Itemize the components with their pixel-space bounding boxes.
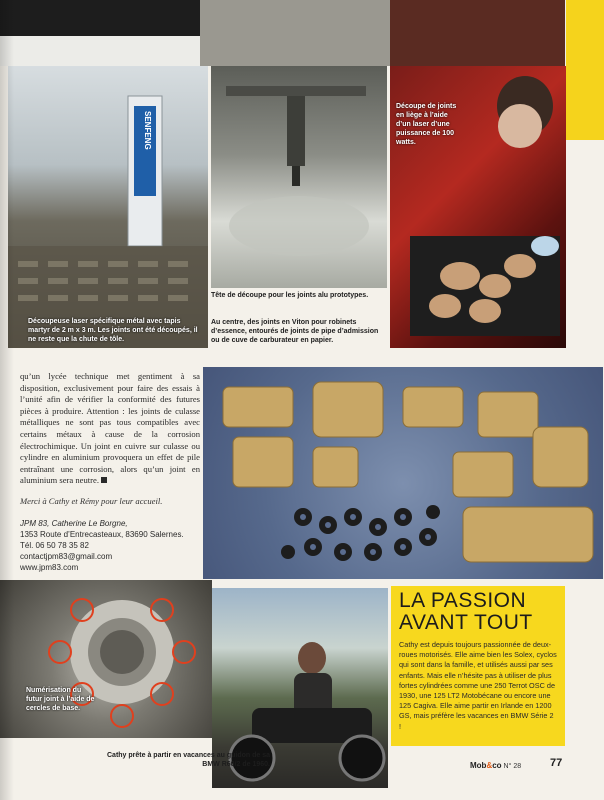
thanks-line: Merci à Cathy et Rémy pour leur accueil. <box>20 496 163 506</box>
machine-brand-label: SENFENG <box>143 111 152 150</box>
page-number: 77 <box>550 757 563 769</box>
contact-email: contactjpm83@gmail.com <box>20 552 113 561</box>
magazine-name-part-1: Mob <box>470 761 487 770</box>
cork-laser-caption: Découpe de joints en liège à l’aide d’un laser d’une puissance de 100 watts. <box>396 103 457 146</box>
page-footer <box>470 761 521 770</box>
issue-number: N° 28 <box>503 763 522 770</box>
top-photo-right <box>390 0 565 66</box>
laser-caption: Découpeuse laser spécifique métal avec tapis martyr de 2 m x 3 m. Les joints ont été découpés, il ne reste que la chute de tôle. <box>28 318 198 343</box>
cutter-caption-2: Au centre, des joints en Viton pour robinets d’essence, entourés de joints de pipe d’admission ou de cuve de carburateur en papier. <box>211 319 379 344</box>
digitisation-illustration <box>0 580 212 738</box>
digitisation-caption: Numérisation du futur joint à l’aide de cercles de base. <box>26 687 95 712</box>
cork-laser-photo <box>390 66 566 348</box>
contact-name: JPM 83, Catherine Le Borgne, <box>20 519 128 528</box>
contact-phone: Tél. 06 50 78 35 82 <box>20 541 89 550</box>
gaskets-photo <box>203 367 603 579</box>
gaskets-illustration <box>203 367 603 579</box>
article-body <box>20 371 200 487</box>
laser-cutter-illustration <box>8 66 208 348</box>
laser-cutter-photo <box>8 66 208 348</box>
passion-sidebar <box>391 586 565 746</box>
passion-text: Cathy est depuis toujours passionnée de deux-roues motorisés. Elle aime bien les Solex, cyclos qui sont dans la famille, et utilisés aussi par ses enfants. Mais elle n’hésite pas à utiliser de plus fortes cylindrées comme une 250 Terrot OSC de 1930, une 125 LT2 Motobécane ou encore une 125 Cagiva. Elle aime partir en Irlande en 1200 GS, mais préfère les vacances en BMW Série 2 ! <box>399 640 557 731</box>
top-photo-left <box>0 0 200 36</box>
passion-title-line-2: AVANT TOUT <box>399 611 533 634</box>
top-photo-strip <box>0 0 604 66</box>
magazine-name-part-2: co <box>492 761 502 770</box>
end-of-article-mark <box>101 477 107 483</box>
contact-block <box>20 518 210 573</box>
top-photo-middle <box>200 0 390 66</box>
motorbike-caption: Cathy prête à partir en vacances au guidon de sa BMW R60/2 de 1960. <box>107 752 270 768</box>
magazine-name <box>470 761 502 770</box>
passion-title <box>399 590 533 634</box>
cutting-head-illustration <box>211 66 387 288</box>
passion-title-line-1: LA PASSION <box>399 589 527 612</box>
yellow-edge-tab <box>566 0 604 140</box>
digitisation-photo <box>0 580 212 738</box>
cutter-caption-1: Tête de découpe pour les joints alu prototypes. <box>211 292 369 299</box>
contact-address: 1353 Route d’Entrecasteaux, 83690 Salernes. <box>20 530 184 539</box>
article-body-text: qu’un lycée technique met gentiment à sa disposition, exclusivement pour faire des essais à l’unité afin de vérifier la conformité des futures pièces à produire. Attention : les joints de culasse métalliques ne sont pas tous compatibles avec certains métaux à cause de la corrosion électrochimique. Un joint en cuivre sur culasse ou cylindre en aluminium provoquera un effet de pile entraînant une corrosion, alors qu’un joint en aluminium sera neutre. <box>20 371 200 486</box>
magazine-name-ampersand: & <box>486 761 493 770</box>
contact-website: www.jpm83.com <box>20 563 79 572</box>
cutting-head-photo <box>211 66 387 288</box>
